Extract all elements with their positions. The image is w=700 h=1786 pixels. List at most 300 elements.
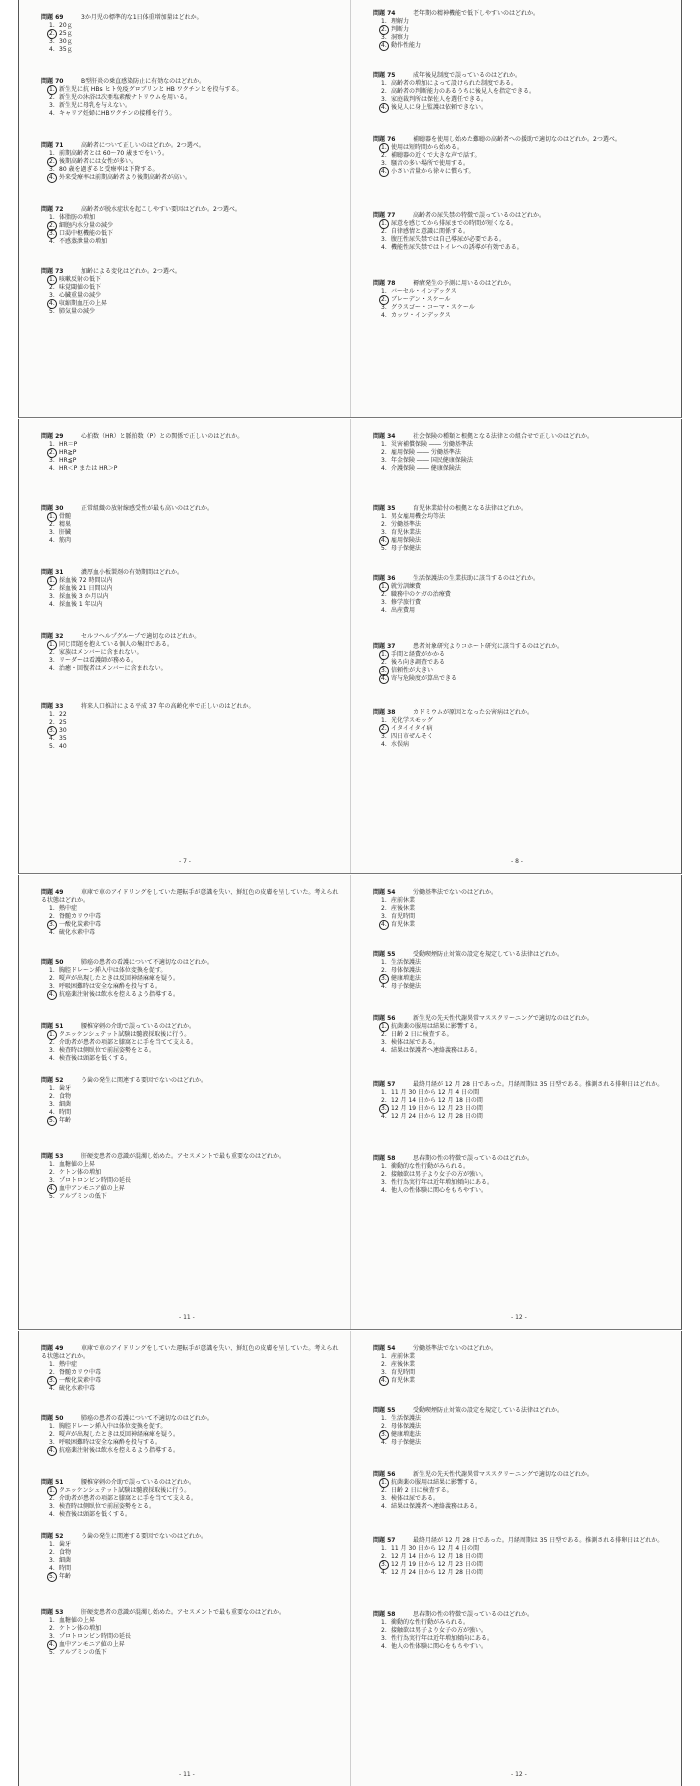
question-number: 問題 52: [41, 1533, 64, 1540]
answer-option-circled: [41, 1117, 341, 1125]
answer-option: [373, 1089, 673, 1097]
option-text: 職務中のケガの治療費: [391, 591, 451, 598]
option-text: リーダーは看護師が務める。: [59, 657, 138, 664]
option-number: 2.: [381, 1361, 387, 1368]
question-number: 問題 33: [41, 703, 64, 710]
answer-option: [373, 18, 673, 26]
question-block: [373, 575, 673, 615]
option-text: 抗癌薬注射後は飲水を控えるよう指導する。: [59, 991, 180, 998]
option-number: 2.: [381, 905, 387, 912]
option-number: 3.: [49, 529, 55, 536]
option-number: 1.: [49, 967, 55, 974]
option-number: 3.: [381, 667, 387, 674]
question-number: 問題 53: [41, 1153, 64, 1160]
option-number: 2.: [49, 158, 55, 165]
option-number: 3.: [49, 1633, 55, 1640]
answer-option: [373, 1187, 673, 1195]
answer-option-circled: [373, 296, 673, 304]
question-text: 車庫で車のアイドリングをしていた運転手が意識を失い、鮮紅色の皮膚を呈していた。考えられる状態はどれか。: [41, 1345, 339, 1360]
option-number: 4.: [49, 537, 55, 544]
option-text: ブレーデン・スケール: [391, 296, 451, 303]
option-text: 時間: [59, 1109, 72, 1116]
question-block: [373, 951, 673, 991]
question-number: 問題 57: [373, 1081, 396, 1088]
question-number: 問題 71: [41, 142, 64, 149]
answer-option: [41, 110, 341, 118]
answer-option: [41, 308, 341, 316]
option-text: 育児休業法: [391, 529, 422, 536]
answer-option: [373, 457, 673, 465]
option-text: 30ｇ: [59, 38, 73, 45]
answer-option: [373, 529, 673, 537]
option-number: 1.: [49, 1161, 55, 1168]
option-text: HR＝P: [59, 441, 78, 448]
option-number: 4.: [49, 1447, 55, 1454]
option-number: 2.: [381, 1031, 387, 1038]
answer-option: [41, 1565, 341, 1573]
question-block: [41, 1345, 341, 1393]
question-number: 問題 50: [41, 1415, 64, 1422]
answer-option: [373, 1163, 673, 1171]
option-number: 1.: [49, 1617, 55, 1624]
option-text: 細菌: [59, 1101, 72, 1108]
question-block: [373, 505, 673, 553]
question-text: 腰椎穿刺の介助で誤っているのはどれか。: [81, 1023, 196, 1030]
answer-option-circled: [373, 26, 673, 34]
answer-option: [373, 1353, 673, 1361]
question-header: [41, 505, 341, 513]
question-number: 問題 49: [41, 1345, 64, 1352]
option-text: 12 月 24 日から 12 月 28 日の間: [391, 1113, 483, 1120]
answer-option: [373, 441, 673, 449]
option-number: 3.: [381, 304, 387, 311]
option-number: 2.: [381, 1171, 387, 1178]
question-header: [41, 14, 341, 22]
answer-option: [41, 1039, 341, 1047]
option-number: 3.: [381, 599, 387, 606]
question-block: [41, 1153, 341, 1201]
question-header: [373, 951, 673, 959]
question-text: 褥瘡発生の予測に用いるのはどれか。: [413, 280, 516, 287]
option-text: 食物: [59, 1093, 72, 1100]
option-number: 4.: [49, 929, 55, 936]
option-number: 4.: [381, 921, 387, 928]
question-text: う歯の発生に関連する要因でないのはどれか。: [81, 1077, 208, 1084]
answer-option: [373, 288, 673, 296]
answer-option-circled: [41, 513, 341, 521]
answer-option: [373, 897, 673, 905]
answer-option: [41, 1177, 341, 1185]
option-number: 4.: [49, 238, 55, 245]
answer-option: [41, 1423, 341, 1431]
answer-option: [373, 1495, 673, 1503]
answer-option-circled: [373, 104, 673, 112]
answer-option-circled: [373, 1023, 673, 1031]
option-number: 3.: [381, 1635, 387, 1642]
option-number: 3.: [381, 1369, 387, 1376]
answer-option: [373, 1569, 673, 1577]
answer-option-circled: [41, 1377, 341, 1385]
answer-option-circled: [373, 725, 673, 733]
option-text: 四日市ぜんそく: [391, 733, 434, 740]
answer-option: [373, 1039, 673, 1047]
answer-option: [373, 160, 673, 168]
option-number: 1.: [381, 441, 387, 448]
answer-option: [373, 1627, 673, 1635]
option-number: 1.: [381, 144, 387, 151]
question-number: 問題 73: [41, 268, 64, 275]
answer-option: [373, 1097, 673, 1105]
option-text: クエッケンシュテット試験は髄液採取後に行う。: [59, 1031, 191, 1038]
question-text: 肺癌の患者の看護について不適切なのはどれか。: [81, 1415, 213, 1422]
option-text: 細菌: [59, 1557, 72, 1564]
option-number: 3.: [381, 236, 387, 243]
answer-option: [41, 1541, 341, 1549]
option-text: 22: [59, 711, 67, 718]
option-text: 熱中症: [59, 1361, 78, 1368]
option-number: 1.: [49, 214, 55, 221]
question-text: 補聴器を使用し始めた難聴の高齢者への援助で適切なのはどれか。2つ選べ。: [413, 136, 621, 143]
option-number: 2.: [381, 26, 387, 33]
option-text: 動作性能力: [391, 42, 422, 49]
answer-option: [41, 657, 341, 665]
option-number: 2.: [381, 228, 387, 235]
question-header: [373, 1537, 673, 1545]
question-block: [373, 212, 673, 252]
answer-option: [41, 929, 341, 937]
answer-option: [373, 152, 673, 160]
question-block: [373, 1081, 673, 1121]
answer-option-circled: [373, 651, 673, 659]
answer-option-circled: [41, 991, 341, 999]
question-header: [373, 1345, 673, 1353]
exam-sheet-3: [18, 875, 682, 1330]
question-header: [41, 433, 341, 441]
option-text: キャリア妊婦にHBワクチンの接種を行う。: [59, 110, 176, 117]
answer-option-circled: [373, 975, 673, 983]
option-number: 4.: [381, 675, 387, 682]
question-text: 高齢者が脱水症状を起こしやすい要因はどれか。2つ選べ。: [81, 206, 241, 213]
option-text: 一酸化炭素中毒: [59, 921, 102, 928]
option-text: 接触欲は男子より女子の方が強い。: [391, 1627, 488, 1634]
question-text: 生活保護法の生業扶助に該当するのはどれか。: [413, 575, 540, 582]
option-text: 後ろ向き調査である: [391, 659, 446, 666]
option-text: カッツ・インデックス: [391, 312, 451, 319]
answer-option-circled: [41, 1031, 341, 1039]
option-number: 4.: [49, 46, 55, 53]
option-number: 1.: [49, 905, 55, 912]
answer-option: [373, 1415, 673, 1423]
answer-option-circled: [373, 1479, 673, 1487]
option-number: 1.: [381, 1479, 387, 1486]
answer-option-circled: [373, 1561, 673, 1569]
question-block: [373, 1537, 673, 1577]
question-number: 問題 55: [373, 1407, 396, 1414]
question-number: 問題 56: [373, 1471, 396, 1478]
answer-option: [373, 1545, 673, 1553]
option-text: 呼吸困難時は安全な麻酔を投与する。: [59, 983, 162, 990]
option-number: 4.: [49, 991, 55, 998]
answer-option: [41, 735, 341, 743]
option-number: 5.: [49, 1649, 55, 1656]
option-text: 母子保健法: [391, 983, 422, 990]
question-text: 3か月児の標準的な1日体重増加量はどれか。: [81, 14, 203, 21]
option-text: 産前休業: [391, 897, 416, 904]
option-text: 光化学スモッグ: [391, 717, 433, 724]
option-number: 1.: [49, 1031, 55, 1038]
option-text: 小さい音量から徐々に慣らす。: [391, 168, 475, 175]
question-number: 問題 55: [373, 951, 396, 958]
answer-option: [373, 1553, 673, 1561]
option-text: 血糖値の上昇: [59, 1617, 96, 1624]
answer-option: [41, 1161, 341, 1169]
option-number: 3.: [381, 1561, 387, 1568]
option-number: 1.: [381, 1353, 387, 1360]
option-number: 4.: [381, 607, 387, 614]
question-block: [373, 1407, 673, 1447]
option-text: 衝動的な性行動がみられる。: [391, 1619, 470, 1626]
option-text: 12 月 14 日から 12 月 18 日の間: [391, 1097, 483, 1104]
answer-option-circled: [41, 449, 341, 457]
option-text: 母体保護法: [391, 967, 422, 974]
answer-option: [41, 1169, 341, 1177]
option-text: 抗菌薬の服用は結果に影響する。: [391, 1479, 482, 1486]
question-header: [373, 280, 673, 288]
question-header: [373, 1611, 673, 1619]
option-text: 細胞内水分量の減少: [59, 222, 114, 229]
option-text: 同じ問題を抱えている個人の集団である。: [59, 641, 174, 648]
answer-option-circled: [41, 577, 341, 585]
option-number: 1.: [49, 1423, 55, 1430]
option-text: 肺気量の減少: [59, 308, 96, 315]
option-number: 3.: [49, 657, 55, 664]
option-text: 呼吸困難時は安全な麻酔を投与する。: [59, 1439, 162, 1446]
option-text: アルブミンの低下: [59, 1193, 107, 1200]
answer-option: [41, 238, 341, 246]
question-number: 問題 50: [41, 959, 64, 966]
option-number: 3.: [381, 1495, 387, 1502]
option-number: 4.: [381, 1503, 387, 1510]
option-text: 検査後は頭部を低くする。: [59, 1511, 132, 1518]
option-text: HR＜P または HR＞P: [59, 465, 118, 472]
option-number: 1.: [381, 220, 387, 227]
question-text: 最終月経が 12 月 28 日であった。月経周期は 35 日型である。推測される排卵日はどれか。: [413, 1537, 664, 1544]
option-text: 血中アンモニア値の上昇: [59, 1185, 125, 1192]
option-text: 水俣病: [391, 741, 410, 748]
option-number: 4.: [381, 244, 387, 251]
answer-option: [41, 649, 341, 657]
option-text: 採血後 3 か月以内: [59, 593, 109, 600]
option-number: 4.: [49, 601, 55, 608]
option-text: 胸腔ドレーン挿入中は体位変換を促す。: [59, 1423, 167, 1430]
option-number: 1.: [381, 897, 387, 904]
answer-option: [41, 1101, 341, 1109]
option-text: 25: [59, 719, 67, 726]
answer-option: [41, 1369, 341, 1377]
option-number: 1.: [381, 959, 387, 966]
answer-option: [41, 214, 341, 222]
option-text: 一酸化炭素中毒: [59, 1377, 102, 1384]
option-text: 自律感情と意識に関係する。: [391, 228, 470, 235]
option-number: 4.: [49, 1565, 55, 1572]
option-number: 1.: [381, 80, 387, 87]
question-number: 問題 37: [373, 643, 396, 650]
answer-option-circled: [41, 1447, 341, 1455]
option-text: 尿意を感じてから排尿までの時間が短くなる。: [391, 220, 518, 227]
option-text: 検査時は側臥位で前屈姿勢をとる。: [59, 1503, 156, 1510]
option-text: 洞察力: [391, 34, 410, 41]
answer-option: [41, 1557, 341, 1565]
option-text: 硫化水素中毒: [59, 1385, 96, 1392]
option-number: 1.: [381, 288, 387, 295]
question-block: [41, 633, 341, 673]
answer-option: [373, 1503, 673, 1511]
option-number: 4.: [381, 537, 387, 544]
question-number: 問題 58: [373, 1155, 396, 1162]
question-header: [373, 433, 673, 441]
option-number: 4.: [381, 465, 387, 472]
option-text: 血糖値の上昇: [59, 1161, 96, 1168]
question-number: 問題 52: [41, 1077, 64, 1084]
option-text: 労働基準法: [391, 521, 422, 528]
question-block: [373, 709, 673, 749]
answer-option: [41, 46, 341, 54]
question-number: 問題 51: [41, 1023, 64, 1030]
answer-option: [373, 1031, 673, 1039]
answer-option: [373, 1439, 673, 1447]
option-number: 2.: [49, 585, 55, 592]
option-text: 11 月 30 日から 12 月 4 日の間: [391, 1545, 480, 1552]
question-block: [41, 505, 341, 545]
option-text: 結果は保護者へ連絡義務はある。: [391, 1503, 482, 1510]
option-number: 4.: [49, 1055, 55, 1062]
option-number: 2.: [381, 659, 387, 666]
option-number: 2.: [381, 88, 387, 95]
answer-option: [41, 537, 341, 545]
question-header: [41, 959, 341, 967]
question-text: 新生児の先天性代謝異常マススクリーニングで適切なのはどれか。: [413, 1471, 593, 1478]
question-block: [373, 643, 673, 683]
question-header: [373, 10, 673, 18]
question-block: [41, 1023, 341, 1063]
option-text: グラスゴー・コーマ・スケール: [391, 304, 475, 311]
option-number: 3.: [381, 1039, 387, 1046]
option-number: 2.: [381, 1627, 387, 1634]
question-block: [373, 72, 673, 112]
option-number: 3.: [49, 1177, 55, 1184]
option-number: 3.: [49, 1101, 55, 1108]
option-text: 検査後は頭部を低くする。: [59, 1055, 132, 1062]
question-text: セルフヘルプグループで適切なのはどれか。: [81, 633, 201, 640]
option-number: 1.: [381, 1619, 387, 1626]
answer-option-circled: [41, 727, 341, 735]
answer-option-circled: [41, 300, 341, 308]
option-text: 外来受療率は前期高齢者より後期高齢者が高い。: [59, 174, 192, 181]
question-block: [41, 1533, 341, 1581]
answer-option: [41, 1385, 341, 1393]
answer-option-circled: [373, 1377, 673, 1385]
option-text: 40: [59, 743, 67, 750]
question-text: 濃厚血小板製剤の有効期間はどれか。: [81, 569, 184, 576]
option-number: 4.: [49, 300, 55, 307]
answer-option: [41, 585, 341, 593]
option-number: 5.: [49, 1573, 55, 1580]
question-number: 問題 31: [41, 569, 64, 576]
option-text: 採血後 72 時間以内: [59, 577, 113, 584]
option-number: 3.: [49, 727, 55, 734]
option-number: 3.: [49, 921, 55, 928]
question-number: 問題 49: [41, 889, 64, 896]
answer-option: [41, 1625, 341, 1633]
option-number: 1.: [49, 1487, 55, 1494]
option-number: 3.: [49, 230, 55, 237]
option-number: 2.: [49, 719, 55, 726]
option-number: 1.: [381, 1023, 387, 1030]
answer-option: [41, 975, 341, 983]
option-text: 時間: [59, 1565, 72, 1572]
option-text: 歯牙: [59, 1085, 72, 1092]
answer-option: [373, 1171, 673, 1179]
answer-option: [373, 967, 673, 975]
option-text: 検査時は側臥位で前屈姿勢をとる。: [59, 1047, 156, 1054]
answer-option: [373, 1487, 673, 1495]
option-number: 4.: [381, 741, 387, 748]
option-text: 性行為実行年は近年増加傾向にある。: [391, 1179, 494, 1186]
question-header: [41, 633, 341, 641]
option-text: 前期高齢者とは 60～70 歳までをいう。: [59, 150, 169, 157]
option-text: プロトロンビン時間の延長: [59, 1177, 132, 1184]
option-number: 1.: [49, 577, 55, 584]
question-header: [373, 505, 673, 513]
option-number: 5.: [49, 743, 55, 750]
option-number: 4.: [381, 1047, 387, 1054]
question-text: 高齢者について正しいのはどれか。2つ選べ。: [81, 142, 205, 149]
option-number: 4.: [49, 465, 55, 472]
option-number: 3.: [381, 913, 387, 920]
question-block: [373, 136, 673, 176]
option-number: 2.: [49, 284, 55, 291]
option-text: 採血後 21 日間以内: [59, 585, 113, 592]
option-text: 信頼性が大きい: [391, 667, 434, 674]
option-text: 抗癌薬注射後は飲水を控えるよう指導する。: [59, 1447, 180, 1454]
question-number: 問題 54: [373, 889, 396, 896]
option-text: クエッケンシュテット試験は髄液採取後に行う。: [59, 1487, 191, 1494]
option-number: 3.: [381, 160, 387, 167]
answer-option-circled: [41, 158, 341, 166]
option-text: 家庭裁判所は保佐人を選任できる。: [391, 96, 488, 103]
option-number: 2.: [49, 1549, 55, 1556]
answer-option-circled: [373, 168, 673, 176]
option-text: 産後休業: [391, 905, 416, 912]
answer-option: [41, 1431, 341, 1439]
answer-option: [373, 905, 673, 913]
question-number: 問題 70: [41, 78, 64, 85]
option-number: 4.: [381, 1377, 387, 1384]
answer-option: [373, 312, 673, 320]
answer-option: [373, 465, 673, 473]
question-text: 車庫で車のアイドリングをしていた運転手が意識を失い、鮮紅色の皮膚を呈していた。考えられる状態はどれか。: [41, 889, 339, 904]
option-text: 精巣: [59, 521, 72, 528]
option-text: 治癒・回復者はメンバーに含まれない。: [59, 665, 167, 672]
question-block: [373, 433, 673, 473]
answer-option: [41, 719, 341, 727]
option-text: 母体保護法: [391, 1423, 422, 1430]
answer-option-circled: [373, 144, 673, 152]
option-text: 接触欲は男子より女子の方が強い。: [391, 1171, 488, 1178]
option-number: 2.: [381, 1487, 387, 1494]
option-number: 1.: [381, 1545, 387, 1552]
answer-option-circled: [41, 921, 341, 929]
